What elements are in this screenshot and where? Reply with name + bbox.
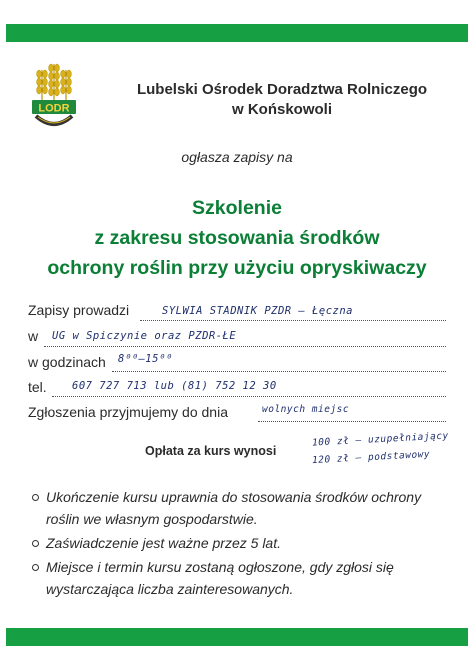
bullet-text: Zaświadczenie jest ważne przez 5 lat. — [46, 535, 281, 551]
deadline-label: Zgłoszenia przyjmujemy do dnia — [28, 404, 228, 420]
wheat-icon — [37, 64, 72, 100]
organizer-handwritten: SYLWIA STADNIK PZDR – Łęczna — [162, 305, 354, 317]
fee-handwritten-2: 120 zł – podstawowy — [311, 448, 431, 467]
bullet-item — [32, 486, 452, 530]
title-line-1: Szkolenie — [192, 197, 282, 219]
bullet-item — [32, 532, 452, 554]
place-dotted-line — [44, 346, 446, 347]
info-bullet-list — [32, 486, 452, 602]
bullet-item — [32, 556, 452, 600]
bullet-icon — [32, 564, 39, 571]
fee-handwritten-1: 100 zł – uzupełniający — [311, 430, 450, 449]
fee-label: Opłata za kurs wynosi — [145, 444, 277, 458]
org-line-1: Lubelski Ośrodek Doradztwa Rolniczego — [136, 81, 428, 98]
title-line-2: z zakresu stosowania środków — [94, 227, 380, 249]
place-handwritten: UG w Spiczynie oraz PZDR-ŁE — [52, 330, 237, 342]
org-line-2: w Końskowoli — [231, 101, 332, 118]
hours-handwritten: 8⁰⁰–15⁰⁰ — [118, 353, 173, 365]
hours-dotted-line — [112, 371, 446, 372]
title-line-3: ochrony roślin przy użyciu opryskiwaczy — [47, 257, 427, 279]
hours-label: w godzinach — [28, 354, 106, 370]
training-title — [10, 193, 464, 283]
bullet-icon — [32, 494, 39, 501]
phone-label: tel. — [28, 379, 47, 395]
bullet-text: Ukończenie kursu uprawnia do stosowania środków ochrony roślin we własnym gospodarstwie. — [46, 489, 422, 527]
deadline-handwritten: wolnych miejsc — [262, 404, 350, 415]
announce-text: ogłasza zapisy na — [181, 149, 293, 165]
organizer-label: Zapisy prowadzi — [28, 302, 130, 318]
phone-dotted-line — [52, 396, 446, 397]
organization-name — [112, 80, 452, 120]
organizer-dotted-line — [140, 320, 446, 321]
lodr-logo — [28, 60, 80, 134]
bullet-text: Miejsce i termin kursu zostaną ogłoszone, gdy zgłosi się wystarczająca liczba zainteresowanych. — [46, 559, 394, 597]
place-label: w — [28, 328, 39, 344]
top-green-bar — [6, 24, 468, 42]
deadline-dotted-line — [258, 421, 446, 422]
phone-handwritten: 607 727 713 lub (81) 752 12 30 — [72, 380, 277, 392]
svg-text:LODR: LODR — [38, 102, 70, 115]
bottom-green-bar — [6, 628, 468, 646]
bullet-icon — [32, 540, 39, 547]
